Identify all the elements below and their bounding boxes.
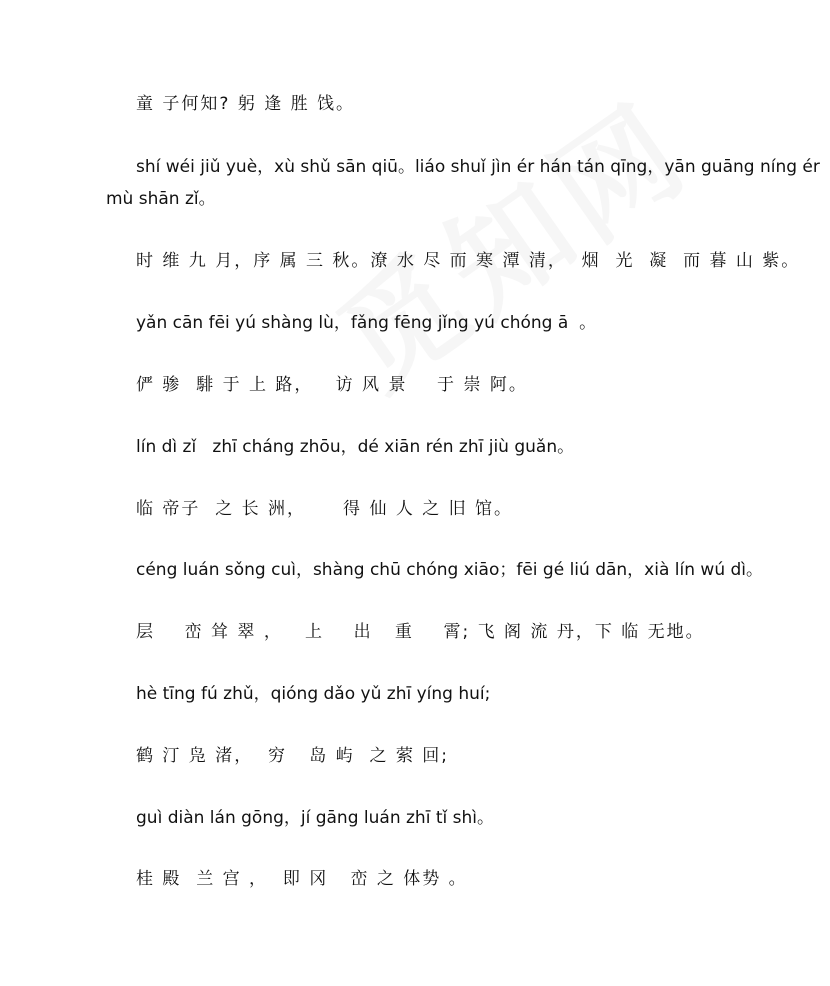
text-line-1: 童 子何知? 躬 逢 胜 饯。 — [136, 94, 356, 114]
pinyin-line-12: guì diàn lán gōng，jí gāng luán zhī tǐ shì。 — [136, 808, 494, 828]
text-line-9: 层 峦 耸 翠 ， 上 出 重 霄; 飞 阁 流 丹，下 临 无地。 — [136, 622, 705, 642]
text-line-3: 时 维 九 月，序 属 三 秋。潦 水 尽 而 寒 潭 清， 烟 光 凝 而 暮 山 紫。 — [136, 251, 801, 271]
pinyin-line-6: lín dì zǐ zhī cháng zhōu，dé xiān rén zhī jiù guǎn。 — [136, 437, 575, 457]
pinyin-line-10: hè tīng fú zhǔ，qióng dǎo yǔ zhī yíng huí; — [136, 684, 491, 704]
watermark — [300, 56, 718, 421]
text-line-13: 桂 殿 兰 宫 ， 即 冈 峦 之 体势 。 — [136, 869, 468, 889]
text-line-7: 临 帝子 之 长 洲， 得 仙 人 之 旧 馆。 — [136, 499, 514, 519]
text-line-11: 鹤 汀 凫 渚， 穷 岛 屿 之 萦 回; — [136, 746, 449, 766]
pinyin-line-2: shí wéi jiǔ yuè，xù shǔ sān qiū。liáo shuǐ jìn ér hán tán qīng，yān guāng níng ér — [136, 157, 820, 177]
pinyin-line-8: céng luán sǒng cuì，shàng chū chóng xiāo；fēi gé liú dān，xià lín wú dì。 — [136, 560, 764, 580]
pinyin-line-4: yǎn cān fēi yú shàng lù，fǎng fēng jǐng yú chóng ā 。 — [136, 313, 597, 333]
pinyin-line-2-continued: mù shān zǐ。 — [106, 189, 216, 209]
text-line-5: 俨 骖 騑 于 上 路， 访 风 景 于 崇 阿。 — [136, 375, 528, 395]
